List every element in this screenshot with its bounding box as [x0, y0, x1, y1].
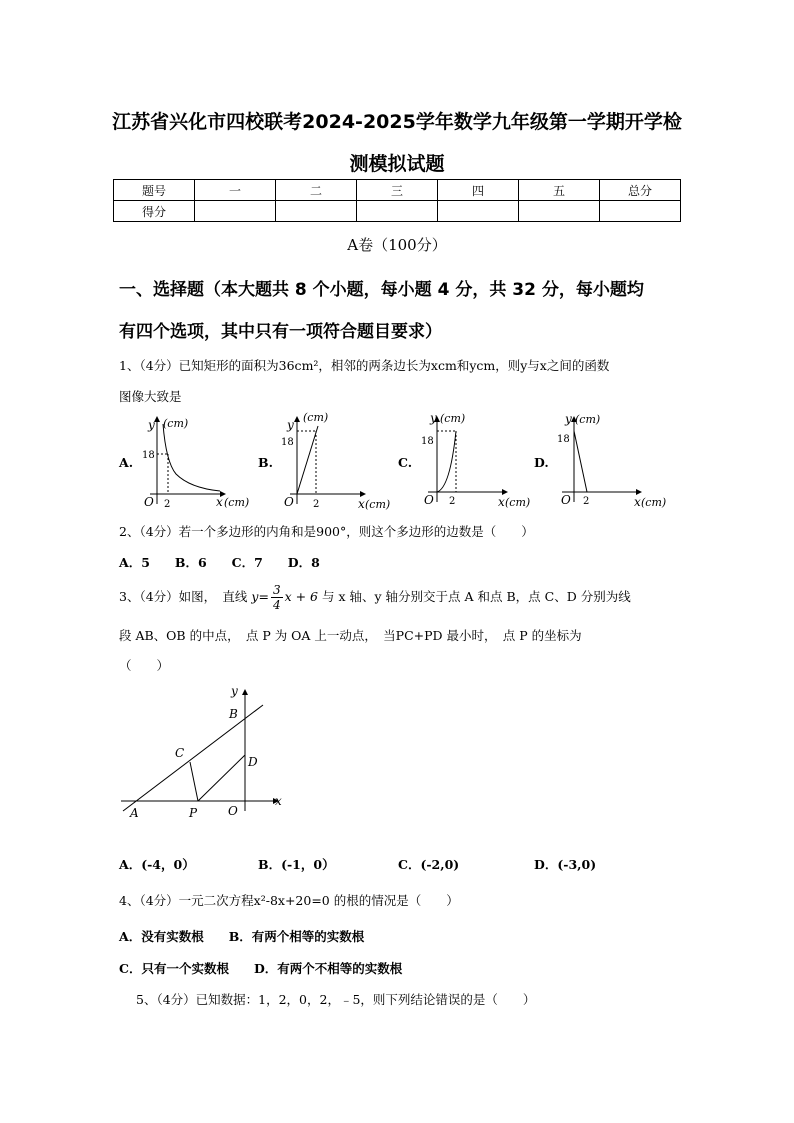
q3-text-line3: （ ） [119, 658, 170, 673]
fig-label-o: O [228, 804, 238, 818]
origin-label: O [561, 493, 571, 507]
score-cell: 三 [357, 180, 438, 201]
q3-fraction [271, 583, 283, 612]
q3-fraction-denominator: 4 [272, 598, 281, 612]
axis-unit-x: (cm) [641, 496, 667, 509]
exam-title-line1: 江苏省兴化市四校联考2024-2025学年数学九年级第一学期开学检 [112, 111, 682, 133]
tick-label-x: 2 [449, 496, 456, 507]
q1-graph-d [556, 408, 668, 512]
exam-title-line2: 测模拟试题 [349, 153, 445, 175]
q1-graph-a [138, 410, 256, 510]
tick-label-x: 2 [583, 496, 590, 507]
fig-label-p: P [189, 806, 198, 820]
q1-option-a[interactable]: A. [119, 455, 134, 470]
q4-text: 4、（4分）一元二次方程x²-8x+20=0 的根的情况是（ ） [119, 893, 459, 908]
axis-label-x: x [634, 495, 641, 509]
score-input-cell[interactable] [276, 201, 357, 222]
score-input-cell[interactable] [195, 201, 276, 222]
score-cell: 四 [438, 180, 519, 201]
tick-label-x: 2 [313, 499, 320, 510]
score-cell: 五 [519, 180, 600, 201]
fig-label-x: x [275, 794, 282, 808]
q3-option-d[interactable]: D．(-3,0) [534, 857, 597, 872]
origin-label: O [144, 495, 154, 509]
q1-option-c[interactable]: C. [398, 455, 413, 470]
q2-text: 2、（4分）若一个多边形的内角和是900°，则这个多边形的边数是（ ） [119, 524, 534, 539]
score-table [113, 179, 681, 222]
fig-label-b: B [229, 707, 238, 721]
q3-fn-rest: x + 6 [284, 589, 319, 604]
origin-label: O [284, 495, 294, 509]
q4-options-cd[interactable]: C．只有一个实数根 D．有两个不相等的实数根 [119, 961, 403, 976]
q1-text-line2: 图像大致是 [119, 389, 182, 404]
section-a-heading: A卷（100分） [347, 236, 447, 254]
score-input-cell[interactable] [438, 201, 519, 222]
q3-text-line2: 段 AB、OB 的中点， 点 P 为 OA 上一动点， 当PC+PD 最小时， 点 P 的坐标为 [119, 628, 582, 643]
fig-label-d: D [248, 755, 258, 769]
axis-unit-y: (cm) [575, 413, 601, 426]
axis-unit-y: (cm) [440, 412, 466, 425]
q4-options-ab[interactable]: A．没有实数根 B．有两个相等的实数根 [119, 929, 365, 944]
axis-label-y: y [148, 418, 155, 432]
axis-label-y: y [565, 412, 572, 426]
score-input-cell[interactable] [357, 201, 438, 222]
fig-label-a: A [130, 806, 139, 820]
score-table-header-row [114, 180, 681, 201]
q1-option-d[interactable]: D. [534, 455, 549, 470]
score-cell: 题号 [114, 180, 195, 201]
q3-text-line1 [119, 583, 631, 612]
fig-label-c: C [175, 746, 185, 760]
section1-heading-line2: 有四个选项，其中只有一项符合题目要求） [119, 322, 442, 342]
q3-prefix: 3、（4分）如图， 直线 [119, 589, 248, 604]
q3-option-c[interactable]: C．(-2,0) [398, 857, 460, 872]
section1-heading-line1: 一、选择题（本大题共 8 个小题，每小题 4 分，共 32 分，每小题均 [119, 280, 644, 300]
origin-label: O [424, 493, 434, 507]
q3-fraction-numerator: 3 [272, 583, 281, 597]
axis-label-y: y [430, 411, 437, 425]
axis-label-x: x [358, 497, 365, 511]
score-cell: 总分 [600, 180, 681, 201]
tick-label-y: 18 [281, 437, 294, 448]
q3-fn-y: y [251, 589, 259, 604]
q1-graph-b [280, 408, 392, 512]
tick-label-y: 18 [557, 434, 570, 445]
q1-option-b[interactable]: B. [258, 455, 273, 470]
fig-label-y: y [231, 685, 238, 698]
q3-suffix: 与 x 轴、y 轴分别交于点 A 和点 B，点 C、D 分别为线 [322, 589, 631, 604]
score-cell: 得分 [114, 201, 195, 222]
tick-label-y: 18 [421, 436, 434, 447]
q3-figure [117, 685, 297, 820]
axis-label-y: y [287, 418, 294, 432]
score-input-cell[interactable] [519, 201, 600, 222]
q3-fn-eq: = [258, 589, 269, 604]
axis-unit-x: (cm) [365, 498, 391, 511]
tick-label-y: 18 [142, 450, 155, 461]
q3-option-a[interactable]: A．(-4，0） [119, 857, 195, 872]
axis-unit-y: (cm) [303, 411, 329, 424]
axis-unit-x: (cm) [224, 496, 250, 509]
tick-label-x: 2 [164, 499, 171, 510]
axis-unit-y: (cm) [163, 417, 189, 430]
q5-text: 5、（4分）已知数据：1，2，0，2，﹣5，则下列结论错误的是（ ） [136, 992, 536, 1007]
score-table-score-row [114, 201, 681, 222]
axis-label-x: x [498, 495, 505, 509]
axis-label-x: x [216, 495, 223, 509]
q1-graph-c [420, 408, 532, 512]
axis-unit-x: (cm) [505, 496, 531, 509]
score-cell: 二 [276, 180, 357, 201]
q1-text-line1: 1、（4分）已知矩形的面积为36cm²，相邻的两条边长为xcm和ycm，则y与x之间的函数 [119, 358, 610, 373]
score-cell: 一 [195, 180, 276, 201]
score-input-cell[interactable] [600, 201, 681, 222]
q2-options[interactable]: A．5 B．6 C．7 D．8 [119, 555, 320, 570]
q3-option-b[interactable]: B．(-1，0） [258, 857, 335, 872]
